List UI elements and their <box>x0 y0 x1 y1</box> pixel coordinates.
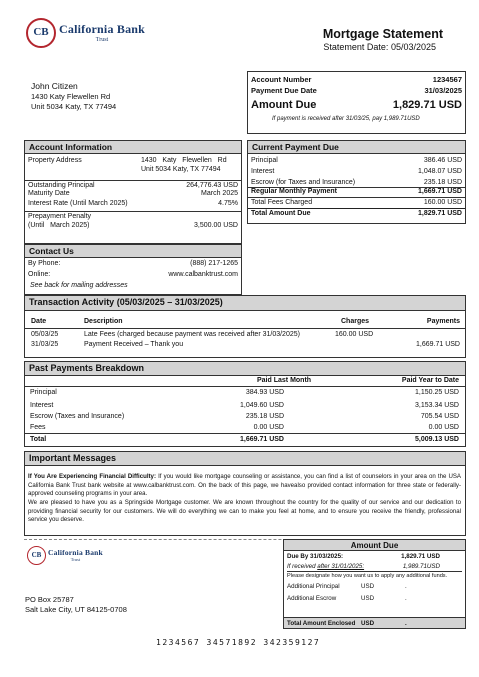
logo-sub-small: Trust <box>70 557 81 563</box>
cp-fees-value: 160.00 USD <box>423 199 462 206</box>
phone-label: By Phone: <box>28 260 61 267</box>
message-p1: If you would like mortgage counseling or assistance, you can find a list of counselors in your area on the USA California Bank Trust bank website at www.calbanktrust.com. On the back of this page, we havealso provided contact information for three state or federally-approved counseling programs in your area. <box>28 473 461 498</box>
website-link[interactable]: www.calbanktrust.com <box>168 270 238 278</box>
total-enclosed-label: Total Amount Enclosed <box>287 620 356 627</box>
table-row <box>25 399 465 411</box>
customer-name: John Citizen <box>31 81 78 91</box>
coupon-total-row <box>284 617 465 628</box>
messages-header: Important Messages <box>25 452 465 466</box>
past-total-year: 5,009.13 USD <box>415 436 459 443</box>
coupon-add-principal-row <box>287 583 462 591</box>
past-total-label: Total <box>30 436 47 443</box>
current-payment-box <box>247 140 466 224</box>
table-row <box>25 329 465 340</box>
account-number-label: Account Number <box>251 75 312 84</box>
col-charges: Charges <box>341 318 370 325</box>
late-payment-note: If payment is received after 31/03/25, pay 1,989.71USD <box>272 115 420 122</box>
phone-value[interactable]: (888) 217-1265 <box>190 260 238 267</box>
online-label: Online: <box>28 270 51 278</box>
past-label: Principal <box>30 389 57 396</box>
past-payments-box <box>24 361 466 447</box>
total-enclosed-input[interactable]: . <box>405 620 407 627</box>
cp-regular-label: Regular Monthly Payment <box>251 188 337 196</box>
cp-principal-value: 386.46 USD <box>423 157 462 164</box>
coupon-due-value: 1,829.71 USD <box>401 553 440 560</box>
maturity-value: March 2025 <box>201 190 238 198</box>
amount-due-label: Amount Due <box>251 98 317 111</box>
past-year: 1,150.25 USD <box>415 389 459 396</box>
message-bold: If You Are Experiencing Financial Difficulty: <box>28 473 156 480</box>
contact-box <box>24 244 242 295</box>
cp-total-value: 1,829.71 USD <box>418 209 462 217</box>
past-year: 0.00 USD <box>428 424 459 431</box>
coupon-late-date: after 31/01/2025: <box>317 562 365 570</box>
past-total-row <box>25 433 465 444</box>
tx-date: 05/03/25 <box>31 331 59 338</box>
col-payments: Payments <box>426 318 460 325</box>
due-date-value: 31/03/2025 <box>424 86 462 96</box>
add-escrow-currency: USD <box>361 595 375 603</box>
add-escrow-input[interactable]: . <box>405 595 407 603</box>
logo-initials: CB <box>33 26 49 39</box>
logo-emblem <box>26 18 56 48</box>
logo-name-small: California Bank <box>48 548 103 557</box>
logo-name: California Bank <box>59 21 146 36</box>
past-payments-header: Past Payments Breakdown <box>25 362 465 376</box>
statement-date-value: 05/03/2025 <box>390 42 436 52</box>
coupon-header: Amount Due <box>284 540 465 551</box>
remit-addr1: PO Box 25787 <box>25 595 74 604</box>
transactions-box <box>24 295 466 358</box>
contact-header: Contact Us <box>25 245 241 258</box>
messages-box <box>24 451 466 536</box>
past-month: 235.18 USD <box>245 413 284 420</box>
cp-interest-label: Interest <box>251 167 275 175</box>
cp-principal-label: Principal <box>251 157 278 164</box>
outstanding-value: 264,776.43 USD <box>186 181 238 189</box>
property-address-2: Unit 5034 Katy, TX 77494 <box>141 165 221 173</box>
remit-address <box>25 595 127 615</box>
cp-regular-value: 1,669.71 USD <box>418 188 462 196</box>
tx-date: 31/03/25 <box>31 341 59 348</box>
current-payment-header: Current Payment Due <box>248 141 465 154</box>
col-date: Date <box>31 318 47 325</box>
maturity-label: Maturity Date <box>28 190 70 198</box>
account-number-value: 1234567 <box>432 75 462 84</box>
past-label: Fees <box>30 424 46 431</box>
logo-initials-small: CB <box>31 551 42 560</box>
table-row <box>25 387 465 399</box>
past-label: Interest <box>30 402 54 409</box>
penalty-value: 3,500.00 USD <box>194 221 238 229</box>
rate-label: Interest Rate (Until March 2025) <box>28 200 128 207</box>
summary-box <box>247 71 466 134</box>
customer-addr2: Unit 5034 Katy, TX 77494 <box>31 101 117 111</box>
coupon-late-label <box>287 563 364 571</box>
col-paid-month: Paid Last Month <box>257 377 312 384</box>
account-info-box <box>24 140 242 244</box>
cp-total-label: Total Amount Due <box>251 209 311 217</box>
table-row <box>25 340 465 350</box>
cp-escrow-label: Escrow (for Taxes and Insurance) <box>251 178 356 186</box>
statement-title: Mortgage Statement <box>322 27 443 41</box>
coupon-add-escrow-row <box>287 595 462 603</box>
coupon-due-label: Due By 31/03/2025: <box>287 553 344 560</box>
logo-emblem-small <box>27 546 46 565</box>
past-year: 705.54 USD <box>420 413 459 420</box>
past-total-month: 1,669.71 USD <box>240 436 284 443</box>
coupon-late-prefix: If received <box>287 562 318 570</box>
tx-desc: Late Fees (charged because payment was received after 31/03/2025) <box>84 331 300 338</box>
logo-sub: Trust <box>95 36 109 43</box>
past-label: Escrow (Taxes and Insurance) <box>30 413 125 420</box>
outstanding-label: Outstanding Principal <box>28 181 95 189</box>
property-address-label: Property Address <box>28 157 82 164</box>
table-row <box>25 411 465 423</box>
rate-value: 4.75% <box>218 200 238 207</box>
penalty-label-1: Prepayment Penalty <box>28 212 92 220</box>
past-year: 3,153.34 USD <box>415 402 459 409</box>
cp-escrow-value: 235.18 USD <box>423 178 462 186</box>
message-p2: We are pleased to have you as a Springside Mortgage customer. We are known throughout the country for the quality of our service and our dedication to providing financial security for our customers. We will do everything we can to make you feel at home, and to ensure you receive the friendly, professional service you deserve. <box>28 498 461 524</box>
customer-address <box>31 81 116 112</box>
add-principal-currency: USD <box>361 583 375 591</box>
tx-charge: 160.00 USD <box>335 331 374 338</box>
message-financial-difficulty <box>28 473 461 499</box>
account-info-header: Account Information <box>25 141 241 154</box>
penalty-label-2: (Until March 2025) <box>28 221 90 229</box>
add-principal-input[interactable]: . <box>405 583 407 591</box>
scanline-code: 1234567 34571892 342359127 <box>156 638 321 647</box>
remit-addr2: Salt Lake City, UT 84125-0708 <box>25 604 127 614</box>
past-month: 1,049.60 USD <box>240 402 284 409</box>
amount-due-value: 1,829.71 USD <box>392 98 462 111</box>
table-row <box>25 423 465 433</box>
past-month: 384.93 USD <box>245 389 284 396</box>
coupon-late-value: 1,989.71USD <box>402 562 440 570</box>
property-address-1: 1430 Katy Flewellen Rd <box>141 157 227 164</box>
customer-addr1: 1430 Katy Flewellen Rd <box>31 92 111 102</box>
statement-date <box>323 42 436 53</box>
add-principal-label: Additional Principal <box>287 583 340 591</box>
bank-logo-small <box>27 546 103 565</box>
statement-date-label: Statement Date: <box>323 42 389 52</box>
tx-payment: 1,669.71 USD <box>416 341 460 348</box>
bank-logo <box>26 18 145 48</box>
cp-interest-value: 1,048.07 USD <box>418 167 462 175</box>
transactions-header: Transaction Activity (05/03/2025 – 31/03/2025) <box>25 296 465 311</box>
coupon-designate: Please designate how you want us to apply any additional funds. <box>287 572 448 579</box>
col-paid-year: Paid Year to Date <box>401 377 459 384</box>
add-escrow-label: Additional Escrow <box>287 595 337 603</box>
cp-fees-label: Total Fees Charged <box>251 199 313 206</box>
due-date-label: Payment Due Date <box>251 86 317 96</box>
tx-desc: Payment Received – Thank you <box>84 341 184 348</box>
col-description: Description <box>84 318 123 325</box>
past-month: 0.00 USD <box>253 424 284 431</box>
mailing-note: See back for mailing addresses <box>30 281 128 289</box>
coupon-box <box>283 539 466 629</box>
total-enclosed-currency: USD <box>361 620 375 627</box>
